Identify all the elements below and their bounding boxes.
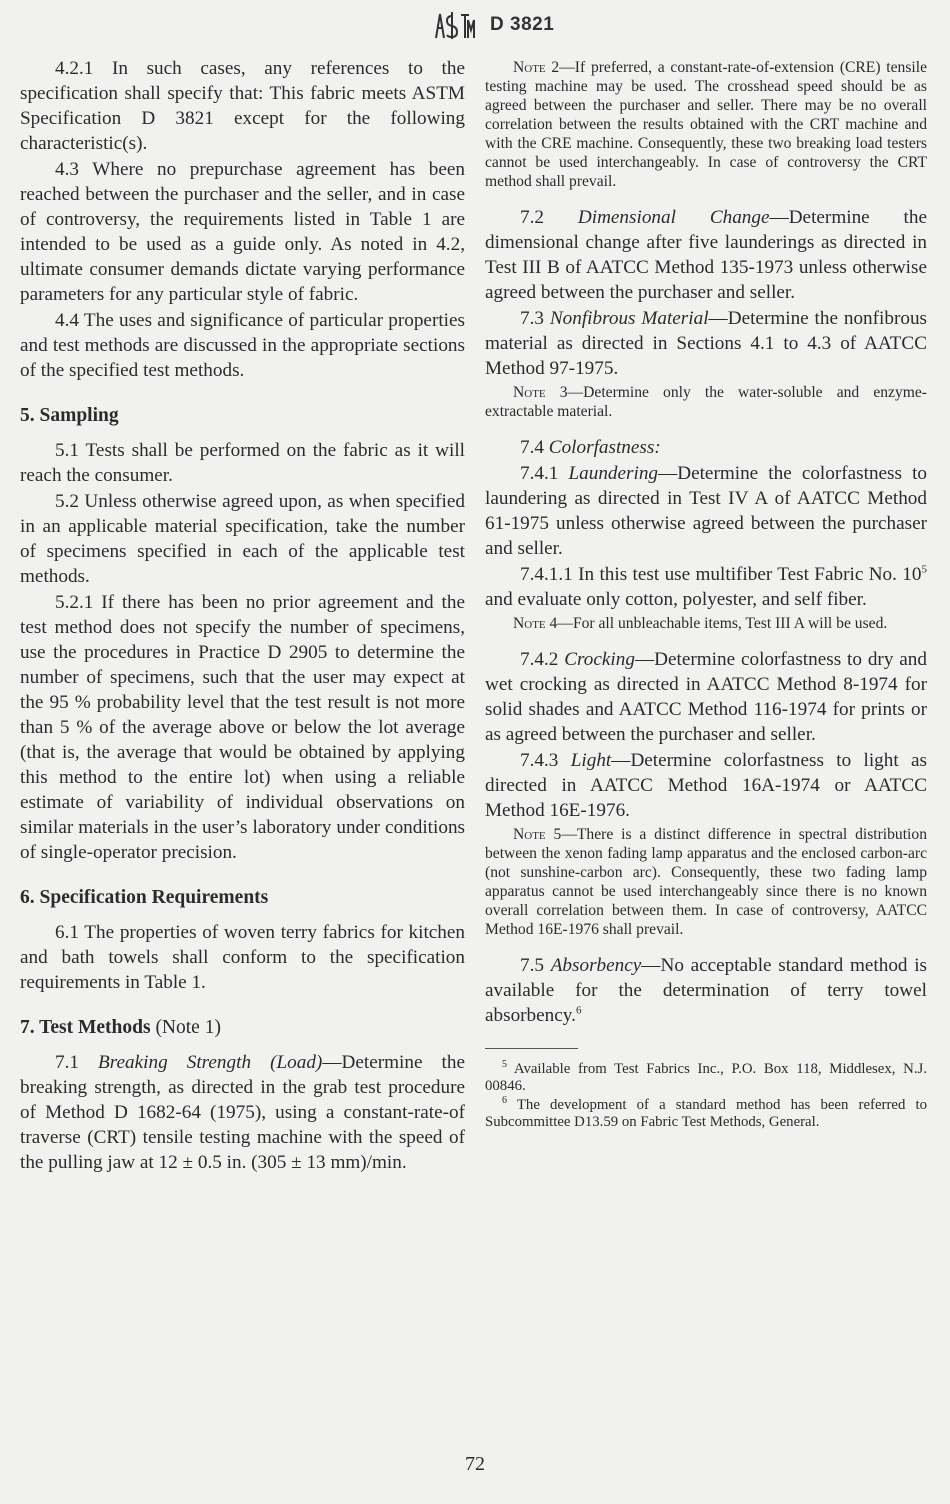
paragraph-number: 7.4.2	[520, 649, 559, 670]
note-3	[485, 383, 927, 421]
paragraph-7-4-1	[485, 461, 927, 561]
paragraph-title: Light	[570, 750, 612, 771]
paragraph-6-1: 6.1 The properties of woven terry fabrics for kitchen and bath towels shall conform to the specification requirements in Table 1.	[20, 922, 465, 993]
astm-logo-icon	[432, 10, 476, 40]
note-label: Note 3	[513, 384, 568, 401]
note-body: —There is a distinct difference in spectral distribution between the xenon fading lamp apparatus and the enclosed carbon-arc (not sunshine-carbon arc). Consequently, these two fading lamp apparatus cannot be used interchangeably since there is no known overall correlation between them. In case of controversy, AATCC Method 16E-1976 shall prevail.	[485, 826, 927, 938]
paragraph-7-4-1-1	[485, 562, 927, 612]
footnote-ref-5: 5	[921, 563, 927, 576]
paragraph-body-end: and evaluate only cotton, polyester, and self fiber.	[485, 589, 867, 610]
paragraph-title: Crocking	[564, 649, 635, 670]
right-column	[485, 56, 927, 1133]
paragraph-4-3: 4.3 Where no prepurchase agreement has been reached between the purchaser and the seller, and in case of controversy, the requirements listed in Table 1 are intended to be used as a guide only. As noted in 4.2, ultimate consumer demands dictate varying performance parameters for any particular style of fabric.	[20, 159, 465, 305]
note-label: Note 4	[513, 615, 558, 632]
paragraph-body-start: 7.4.1.1 In this test use multifiber Test Fabric No. 10	[520, 564, 922, 585]
footnote-text: The development of a standard method has been referred to Subcommittee D13.59 on Fabric Test Methods, General.	[485, 1097, 927, 1130]
paragraph-title: Colorfastness:	[548, 437, 661, 458]
section-heading-test-methods	[20, 1015, 465, 1040]
page-header	[0, 8, 950, 42]
footnote-5	[485, 1061, 927, 1095]
footnote-6	[485, 1097, 927, 1131]
designation-number: D 3821	[490, 14, 555, 35]
section-heading-sampling: 5. Sampling	[20, 405, 119, 426]
paragraph-7-5	[485, 953, 927, 1028]
footnote-ref-6: 6	[575, 1004, 582, 1017]
paragraph-number: 7.4.1	[520, 463, 559, 484]
paragraph-number: 7.4.3	[520, 750, 559, 771]
paragraph-number: 7.1	[55, 1052, 79, 1073]
paragraph-7-4-2	[485, 647, 927, 747]
left-column	[20, 56, 465, 1176]
paragraph-4-2-1: 4.2.1 In such cases, any references to the specification shall specify that: This fabric meets ASTM Specification D 3821 except for the following characteristic(s).	[20, 58, 465, 154]
paragraph-5-2: 5.2 Unless otherwise agreed upon, as when specified in an applicable material specification, take the number of specimens specified in each of the applicable test methods.	[20, 491, 465, 587]
note-body: —For all unbleachable items, Test III A will be used.	[557, 615, 888, 632]
paragraph-body: —Determine the colorfastness to laundering as directed in Test IV A of AATCC Method 61-1975 unless otherwise agreed between the purchaser and seller.	[485, 463, 928, 559]
paragraph-5-1: 5.1 Tests shall be performed on the fabric as it will reach the consumer.	[20, 440, 465, 486]
footnote-marker: 5	[502, 1059, 507, 1071]
note-4	[485, 614, 927, 633]
footnote-text: Available from Test Fabrics Inc., P.O. Box 118, Middlesex, N.J. 00846.	[485, 1061, 927, 1094]
paragraph-title: Nonfibrous Material	[549, 308, 709, 329]
paragraph-7-2	[485, 205, 927, 305]
paragraph-body: —Determine the nonfibrous material as directed in Sections 4.1 to 4.3 of AATCC Method 97-1975.	[485, 308, 928, 379]
page-number: 72	[465, 1453, 485, 1475]
paragraph-body: —Determine the breaking strength, as directed in the grab test procedure of Method D 1682-64 (1975), using a constant-rate-of traverse (CRT) tensile testing machine with the speed of the pulling jaw at 12 ± 0.5 in. (305 ± 13 mm)/min.	[20, 1052, 465, 1173]
paragraph-7-4-3	[485, 748, 927, 823]
paragraph-number: 7.5	[520, 955, 544, 976]
paragraph-4-4: 4.4 The uses and significance of particular properties and test methods are discussed in the appropriate sections of the specified test methods.	[20, 310, 465, 381]
note-body: —Determine only the water-soluble and enzyme-extractable material.	[485, 384, 927, 420]
paragraph-7-4	[485, 435, 927, 460]
paragraph-5-2-1: 5.2.1 If there has been no prior agreement and the test method does not specify the number of specimens, use the procedures in Practice D 2905 to determine the number of specimens, such that the user may expect at the 95 % probability level that the test result is not more than 5 % of the average above or below the lot average (that is, the average that would be obtained by applying this method to the entire lot) when using a reliable estimate of variability of individual observations on similar materials in the user’s laboratory under conditions of single-operator precision.	[20, 592, 465, 863]
paragraph-number: 7.3	[520, 308, 544, 329]
paragraph-7-3	[485, 306, 927, 381]
paragraph-number: 7.4	[520, 437, 544, 458]
footnote-divider	[485, 1048, 578, 1049]
footnote-marker: 6	[502, 1095, 507, 1107]
paragraph-body: —Determine colorfastness to light as directed in AATCC Method 16A-1974 or AATCC Method 16E-1976.	[485, 750, 927, 821]
paragraph-body: —Determine the dimensional change after five launderings as directed in Test III B of AATCC Method 135-1973 unless otherwise agreed between the purchaser and seller.	[485, 207, 927, 303]
paragraph-number: 7.2	[520, 207, 544, 228]
paragraph-body: —No acceptable standard method is available for the determination of terry towel absorbency.	[485, 955, 927, 1026]
heading-note-ref: (Note 1)	[155, 1017, 221, 1038]
note-5	[485, 825, 927, 939]
heading-text: 7. Test Methods	[20, 1017, 151, 1038]
paragraph-title: Absorbency	[550, 955, 642, 976]
note-body: —If preferred, a constant-rate-of-extension (CRE) tensile testing machine may be used. The crosshead speed should be as agreed between the purchaser and seller. There may be no overall correlation between the results obtained with the CRT machine and with the CRE machine. Consequently, these two breaking load testers cannot be used interchangeably. In case of controversy the CRT method shall prevail.	[485, 59, 927, 190]
paragraph-7-1	[20, 1050, 465, 1175]
paragraph-title: Dimensional Change	[577, 207, 770, 228]
note-label: Note 2	[513, 59, 560, 76]
section-heading-specification-requirements: 6. Specification Requirements	[20, 887, 269, 908]
paragraph-title: Breaking Strength (Load)	[98, 1052, 323, 1073]
note-2	[485, 58, 927, 191]
paragraph-title: Laundering	[568, 463, 659, 484]
note-label: Note 5	[513, 826, 562, 843]
paragraph-body: —Determine colorfastness to dry and wet crocking as directed in AATCC Method 8-1974 for solid shades and AATCC Method 116-1974 for prints or as agreed between the purchaser and seller.	[485, 649, 927, 745]
